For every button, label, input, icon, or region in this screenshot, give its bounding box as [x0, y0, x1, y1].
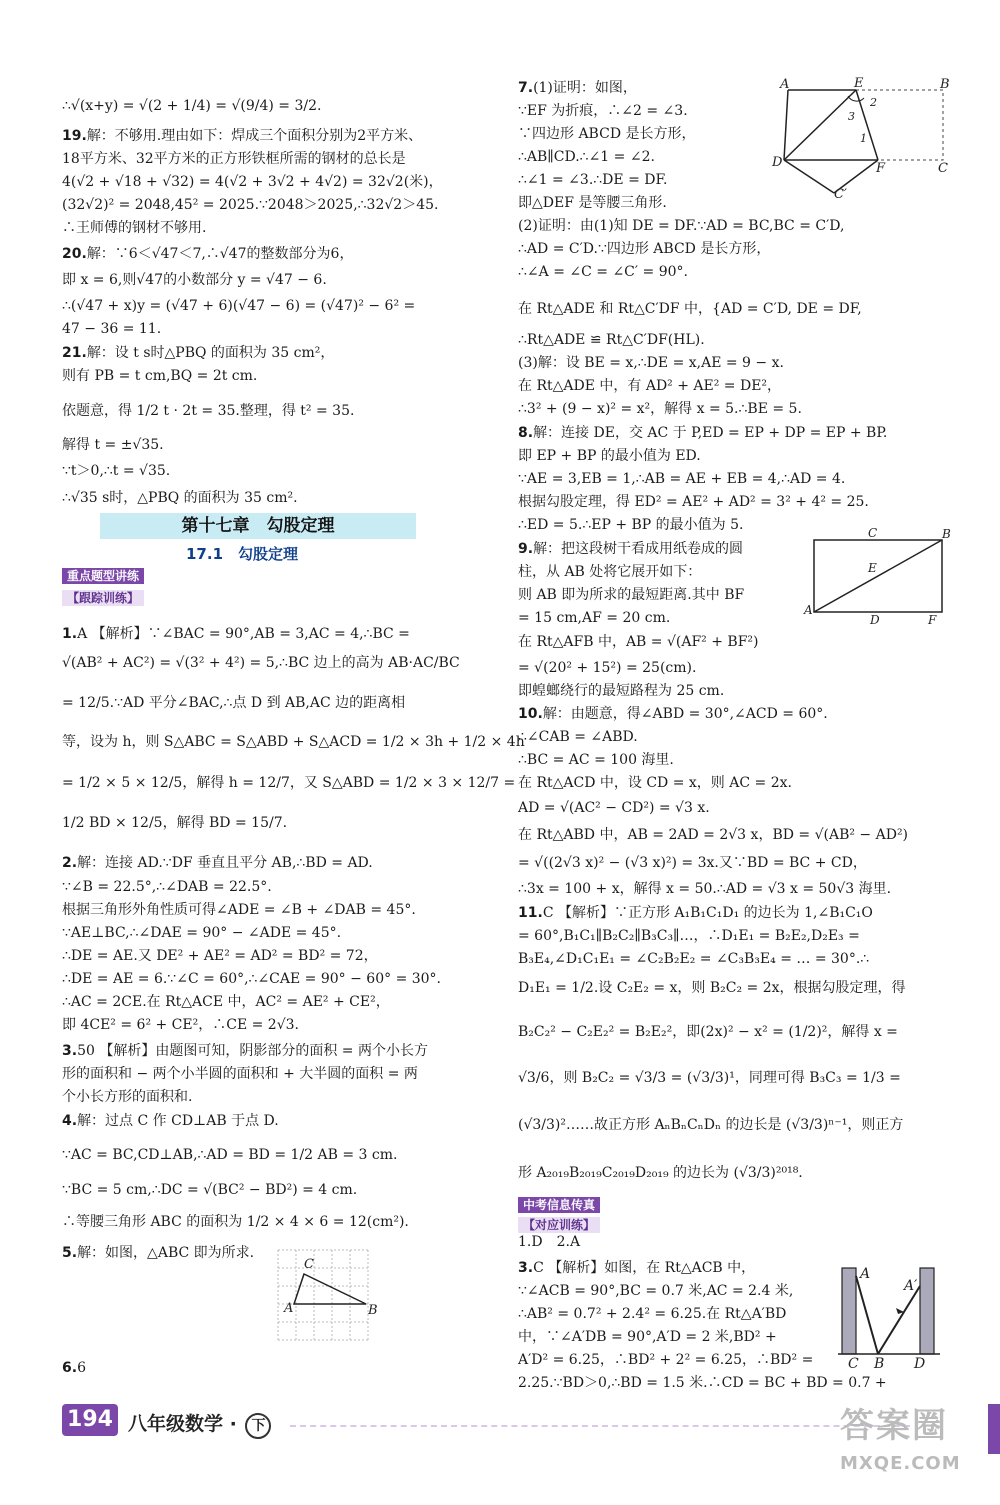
figure-fold-rectangle: [772, 76, 958, 202]
line-text: 则有 PB = t cm,BQ = 2t cm.: [62, 368, 258, 384]
volume-badge: 下: [245, 1413, 271, 1439]
text-line: [62, 1015, 299, 1035]
text-line: [518, 926, 860, 946]
footer-divider: [290, 1425, 910, 1427]
line-text: 解：由题意，得∠ABD = 30°,∠ACD = 60°.: [542, 706, 828, 722]
text-line: [518, 469, 845, 489]
tag-key-types: 重点题型讲练: [62, 568, 144, 584]
line-text: ∵AC = BC,CD⊥AB,∴AD = BD = 1/2 AB = 3 cm.: [62, 1147, 398, 1163]
line-text: 50 【解析】由题图可知，阴影部分的面积 = 两个小长方: [77, 1043, 428, 1059]
text-line: [518, 124, 696, 144]
text-line: [518, 515, 743, 535]
line-text: = 1/2 × 5 × 12/5，解得 h = 12/7，又 S△ABD = 1/2 × 3 × 12/7 =: [62, 775, 516, 791]
fig9-label-c: C: [868, 526, 878, 540]
line-text: ∴3x = 100 + x，解得 x = 50.∴AD = √3 x = 50√3 海里.: [518, 881, 892, 897]
question-number: 4.: [62, 1113, 78, 1129]
text-line: [62, 969, 441, 989]
question-number: 3.: [518, 1260, 534, 1276]
line-text: 解：过点 C 作 CD⊥AB 于点 D.: [77, 1113, 279, 1129]
text-line: [62, 343, 334, 363]
question-number: 8.: [518, 425, 534, 441]
fig3-label-aprime: A′: [904, 1278, 918, 1294]
line-text: 等，设为 h，则 S△ABC = S△ABD + S△ACD = 1/2 × 3h + 1/2 × 4h: [62, 734, 525, 750]
line-text: 1/2 BD × 12/5，解得 BD = 15/7.: [62, 815, 288, 831]
line-text: ∴BC = AC = 100 海里.: [518, 752, 674, 768]
text-line: [518, 1281, 793, 1301]
text-line: [518, 1068, 901, 1088]
line-text: 解：∵6＜√47＜7,∴√47的整数部分为6，: [86, 246, 354, 262]
line-text: D₁E₁ = 1/2.设 C₂E₂ = x，则 B₂C₂ = 2x，根据勾股定理，得: [518, 980, 906, 996]
text-line: [62, 732, 525, 752]
line-text: ∴Rt△ADE ≌ Rt△C′DF(HL).: [518, 332, 705, 348]
text-line: [518, 193, 667, 213]
text-line: [518, 170, 667, 190]
line-text: = 15 cm,AF = 20 cm.: [518, 610, 671, 626]
text-line: [518, 216, 844, 236]
text-line: [62, 172, 443, 192]
line-text: 形的面积和 − 两个小半圆的面积和 + 大半圆的面积 = 两: [62, 1066, 418, 1082]
text-line: [518, 330, 705, 350]
line-text: = √((2√3 x)² − (√3 x)²) = 3x.又∵BD = BC + CD，: [518, 855, 867, 871]
question-number: 11.: [518, 905, 543, 921]
text-line: [518, 1022, 898, 1042]
text-line: [518, 949, 869, 969]
text-line: [518, 681, 724, 701]
text-line: [62, 244, 353, 264]
line-text: ∵AE⊥BC,∴∠DAE = 90° − ∠ADE = 45°.: [62, 925, 342, 941]
fig3-label-c: C: [848, 1356, 859, 1372]
fig5-label-a: A: [284, 1301, 294, 1316]
line-text: (2)证明：由(1)知 DE = DF.∵AD = BC,BC = C′D,: [518, 218, 845, 234]
line-text: ∴ED = 5.∴EP + BP 的最小值为 5.: [518, 517, 744, 533]
book-title-text: 八年级数学 ·: [128, 1413, 237, 1435]
line-text: 在 Rt△AFB 中，AB = √(AF² + BF²): [518, 634, 759, 650]
book-title: [128, 1409, 271, 1439]
text-line: [62, 1087, 192, 1107]
line-text: 中，∵∠A′DB = 90°,A′D = 2 米,BD² +: [518, 1329, 777, 1345]
text-line: [62, 1180, 357, 1200]
line-text: 解：不够用.理由如下：焊成三个面积分别为2平方米、: [86, 128, 423, 144]
line-text: ∴3² + (9 − x)² = x²，解得 x = 5.∴BE = 5.: [518, 401, 802, 417]
line-text: 在 Rt△ACD 中，设 CD = x，则 AC = 2x.: [518, 775, 792, 791]
line-text: B₂C₂² − C₂E₂² = B₂E₂²，即(2x)² − x² = (1/2)²，解得 x =: [518, 1024, 898, 1040]
text-line: [518, 299, 862, 319]
line-text: 即△DEF 是等腰三角形.: [518, 195, 667, 211]
fig3-label-d: D: [914, 1356, 926, 1372]
line-text: ∴AC = 2CE.在 Rt△ACE 中，AC² = AE² + CE²，: [62, 994, 390, 1010]
line-text: ∴∠A = ∠C = ∠C′ = 90°.: [518, 264, 688, 280]
line-text: ∴DE = AE.又 DE² + AE² = AD² = BD² = 72，: [62, 948, 378, 964]
text-line: [62, 946, 378, 966]
text-line: [518, 1304, 786, 1324]
line-text: = 60°,B₁C₁∥B₂C₂∥B₃C₃∥…，∴D₁E₁ = B₂E₂,D₂E₃ =: [518, 928, 860, 944]
fig7-label-e: E: [854, 76, 864, 91]
text-line: [62, 813, 287, 833]
line-text: C 【解析】∵正方形 A₁B₁C₁D₁ 的边长为 1,∠B₁C₁O: [542, 905, 873, 921]
text-line: [62, 1064, 418, 1084]
text-line: [62, 270, 327, 290]
fig7-label-b: B: [940, 77, 950, 92]
line-text: ∵BC = 5 cm,∴DC = √(BC² − BD²) = 4 cm.: [62, 1182, 358, 1198]
text-line: [62, 195, 438, 215]
line-text: 4(√2 + √18 + √32) = 4(√2 + 3√2 + 4√2) = 32√2(米)，: [62, 174, 443, 190]
text-line: [62, 992, 390, 1012]
text-line: [62, 96, 321, 116]
line-text: (1)证明：如图，: [533, 80, 637, 96]
text-line: [62, 401, 354, 421]
line-text: ∵EF 为折痕，∴∠2 = ∠3.: [518, 103, 688, 119]
text-line: [62, 296, 415, 316]
line-text: 在 Rt△ADE 和 Rt△C′DF 中，{AD = C′D, DE = DF,: [518, 301, 862, 317]
fig9-label-f: F: [928, 613, 937, 627]
text-line: [62, 218, 206, 238]
text-line: [518, 1327, 777, 1347]
line-text: = √(20² + 15²) = 25(cm).: [518, 660, 697, 676]
line-text: ∴√35 s时，△PBQ 的面积为 35 cm².: [62, 490, 298, 506]
text-line: [518, 773, 792, 793]
page-number: 194: [62, 1404, 118, 1436]
section-title: 17.1 勾股定理: [186, 545, 299, 563]
text-line: [518, 608, 670, 628]
text-line: [62, 1145, 397, 1165]
fig7-label-cprime: C′: [834, 187, 847, 202]
text-line: [62, 149, 406, 169]
text-line: [62, 126, 422, 146]
text-line: [62, 773, 515, 793]
text-line: [518, 750, 674, 770]
text-line: [518, 78, 637, 98]
text-line: [518, 492, 869, 512]
line-text: ∴DE = AE = 6.∵∠C = 60°,∴∠CAE = 90° − 60° = 30°.: [62, 971, 442, 987]
chapter-title: 第十七章 勾股定理: [100, 513, 416, 539]
line-text: A 【解析】∵∠BAC = 90°,AB = 3,AC = 4,∴BC =: [77, 626, 410, 642]
line-text: √(AB² + AC²) = √(3² + 4²) = 5,∴BC 边上的高为 AB·AC/BC: [62, 655, 460, 671]
text-line: [62, 435, 164, 455]
text-line: [518, 798, 710, 818]
fig7-angle-1: 1: [860, 132, 867, 145]
line-text: 根据三角形外角性质可得∠ADE = ∠B + ∠DAB = 45°.: [62, 902, 416, 918]
text-line: [518, 1115, 903, 1135]
text-line: [518, 853, 867, 873]
line-text: ∴∠1 = ∠3.∴DE = DF.: [518, 172, 668, 188]
fig3-label-b: B: [874, 1356, 885, 1372]
line-text: AD = √(AC² − CD²) = √3 x.: [518, 800, 710, 816]
line-text: 即 x = 6,则√47的小数部分 y = √47 − 6.: [62, 272, 327, 288]
text-line: [518, 658, 696, 678]
line-text: √3/6，则 B₂C₂ = √3/3 = (√3/3)¹，同理可得 B₃C₃ = 1/3 =: [518, 1070, 901, 1086]
text-line: [518, 446, 701, 466]
fig7-label-f: F: [876, 161, 886, 176]
line-text: (32√2)² = 2048,45² = 2025.∵2048＞2025,∴32√2＞45.: [62, 197, 439, 213]
watermark: [840, 1398, 990, 1498]
fig5-label-b: B: [368, 1303, 378, 1318]
line-text: ∵∠B = 22.5°,∴∠DAB = 22.5°.: [62, 879, 272, 895]
line-text: ∴√(x+y) = √(2 + 1/4) = √(9/4) = 3/2.: [62, 98, 322, 114]
text-line: [62, 1358, 86, 1378]
text-line: [62, 693, 405, 713]
text-line: [62, 319, 161, 339]
question-number: 10.: [518, 706, 543, 722]
text-line: [518, 353, 784, 373]
line-text: 解：连接 AD.∵DF 垂直且平分 AB,∴BD = AD.: [77, 855, 373, 871]
question-number: 9.: [518, 541, 534, 557]
fig3-label-a: A: [860, 1266, 871, 1282]
text-line: [518, 376, 781, 396]
line-text: ∴AB² = 0.7² + 2.4² = 6.25.在 Rt△A′BD: [518, 1306, 787, 1322]
question-number: 1.: [62, 626, 78, 642]
text-line: [518, 879, 891, 899]
line-text: 解：把这段树干看成用纸卷成的圆: [533, 541, 744, 557]
text-line: [62, 1243, 254, 1263]
line-text: 依题意，得 1/2 t · 2t = 35.整理，得 t² = 35.: [62, 403, 355, 419]
line-text: ∵t＞0,∴t = √35.: [62, 463, 171, 479]
text-line: [518, 585, 744, 605]
text-line: [62, 1041, 428, 1061]
text-line: [518, 423, 887, 443]
fig9-label-e: E: [868, 561, 877, 575]
watermark-bottom: MXQE.COM: [840, 1453, 961, 1474]
tag-follow-training: 【跟踪训练】: [62, 590, 144, 606]
text-line: [62, 653, 460, 673]
line-text: (√3/3)²……故正方形 AₙBₙCₙDₙ 的边长是 (√3/3)ⁿ⁻¹，则正方: [518, 1117, 904, 1133]
figure-unrolled-trunk: [804, 528, 954, 626]
question-number: 3.: [62, 1043, 78, 1059]
text-line: [518, 262, 688, 282]
text-line: [518, 1232, 580, 1252]
line-text: 47 − 36 = 11.: [62, 321, 162, 337]
fig7-label-d: D: [772, 155, 783, 170]
line-text: ∴王师傅的钢材不够用.: [62, 220, 207, 236]
text-line: [62, 624, 410, 644]
text-line: [518, 562, 701, 582]
text-line: [518, 101, 688, 121]
text-line: [62, 877, 272, 897]
line-text: 解得 t = ±√35.: [62, 437, 164, 453]
tag-exam-info: 中考信息传真: [518, 1197, 600, 1213]
text-line: [62, 900, 416, 920]
text-line: [62, 366, 257, 386]
line-text: 即 EP + BP 的最小值为 ED.: [518, 448, 701, 464]
line-text: ∴∠CAB = ∠ABD.: [518, 729, 638, 745]
tag-matching-training: 【对应训练】: [518, 1217, 600, 1233]
line-text: 解：连接 DE，交 AC 于 P,ED = EP + DP = EP + BP.: [533, 425, 888, 441]
line-text: 解：设 t s时△PBQ 的面积为 35 cm²，: [86, 345, 335, 361]
text-line: [518, 727, 638, 747]
text-line: [518, 978, 906, 998]
line-text: ∵∠ACB = 90°,BC = 0.7 米,AC = 2.4 米,: [518, 1283, 794, 1299]
line-text: ∵四边形 ABCD 是长方形，: [518, 126, 696, 142]
figure-grid-triangle: [266, 1244, 386, 1344]
text-line: [518, 539, 743, 559]
line-text: 柱，从 AB 处将它展开如下：: [518, 564, 702, 580]
text-line: [62, 923, 341, 943]
fig7-label-a: A: [780, 77, 790, 92]
text-line: [518, 147, 655, 167]
text-line: [518, 1163, 803, 1183]
question-number: 20.: [62, 246, 87, 262]
line-text: 即 4CE² = 6² + CE²，∴CE = 2√3.: [62, 1017, 299, 1033]
fig9-label-a: A: [804, 603, 813, 617]
line-text: 在 Rt△ABD 中，AB = 2AD = 2√3 x，BD = √(AB² − AD²): [518, 827, 909, 843]
text-line: [62, 853, 373, 873]
line-text: ∴AD = C′D.∵四边形 ABCD 是长方形，: [518, 241, 771, 257]
text-line: [62, 488, 298, 508]
line-text: 则 AB 即为所求的最短距离.其中 BF: [518, 587, 745, 603]
line-text: 根据勾股定理，得 ED² = AE² + AD² = 3² + 4² = 25.: [518, 494, 869, 510]
text-line: [518, 239, 770, 259]
fig7-label-c: C: [938, 161, 948, 176]
line-text: 1.D 2.A: [518, 1234, 581, 1250]
line-text: = 12/5.∵AD 平分∠BAC,∴点 D 到 AB,AC 边的距离相: [62, 695, 406, 711]
question-number: 19.: [62, 128, 87, 144]
question-number: 6.: [62, 1360, 78, 1376]
text-line: [518, 1350, 813, 1370]
text-line: [518, 632, 759, 652]
line-text: 在 Rt△ADE 中，有 AD² + AE² = DE²，: [518, 378, 782, 394]
fig7-angle-2: 2: [870, 96, 877, 109]
text-line: [62, 1111, 279, 1131]
question-number: 21.: [62, 345, 87, 361]
line-text: ∴(√47 + x)y = (√47 + 6)(√47 − 6) = (√47)² − 6² =: [62, 298, 416, 314]
line-text: ∵AE = 3,EB = 1,∴AB = AE + EB = 4,∴AD = 4.: [518, 471, 846, 487]
text-line: [518, 399, 802, 419]
line-text: 形 A₂₀₁₉B₂₀₁₉C₂₀₁₉D₂₀₁₉ 的边长为 (√3/3)²⁰¹⁸.: [518, 1165, 803, 1181]
watermark-top: 答案圈: [840, 1406, 948, 1446]
fig9-label-b: B: [942, 527, 951, 541]
question-number: 2.: [62, 855, 78, 871]
line-text: 2.25.∵BD＞0,∴BD = 1.5 米.∴CD = BC + BD = 0.7 +: [518, 1375, 887, 1391]
line-text: 个小长方形的面积和.: [62, 1089, 193, 1105]
line-text: (3)解：设 BE = x,∴DE = x,AE = 9 − x.: [518, 355, 784, 371]
line-text: C 【解析】如图，在 Rt△ACB 中，: [533, 1260, 756, 1276]
question-number: 7.: [518, 80, 534, 96]
fig9-label-d: D: [870, 613, 880, 627]
line-text: A′D² = 6.25，∴BD² + 2² = 6.25，∴BD² =: [518, 1352, 814, 1368]
text-line: [518, 1373, 887, 1393]
line-text: ∴AB∥CD.∴∠1 = ∠2.: [518, 149, 655, 165]
text-line: [62, 461, 170, 481]
line-text: 18平方米、32平方米的正方形铁框所需的钢材的总长是: [62, 151, 406, 167]
text-line: [518, 825, 908, 845]
fig7-angle-3: 3: [848, 110, 855, 123]
text-line: [518, 903, 873, 923]
figure-ladder-walls: [838, 1262, 948, 1370]
line-text: ∴等腰三角形 ABC 的面积为 1/2 × 4 × 6 = 12(cm²).: [62, 1214, 409, 1230]
text-line: [62, 1212, 409, 1232]
line-text: 即蝗螂绕行的最短路程为 25 cm.: [518, 683, 725, 699]
line-text: 解：如图，△ABC 即为所求.: [77, 1245, 255, 1261]
text-line: [518, 1258, 755, 1278]
line-text: 6: [77, 1360, 86, 1376]
fig5-label-c: C: [304, 1257, 314, 1272]
line-text: B₃E₄,∠D₁C₁E₁ = ∠C₂B₂E₂ = ∠C₃B₃E₄ = … = 30°.∴: [518, 951, 870, 967]
question-number: 5.: [62, 1245, 78, 1261]
text-line: [518, 704, 828, 724]
